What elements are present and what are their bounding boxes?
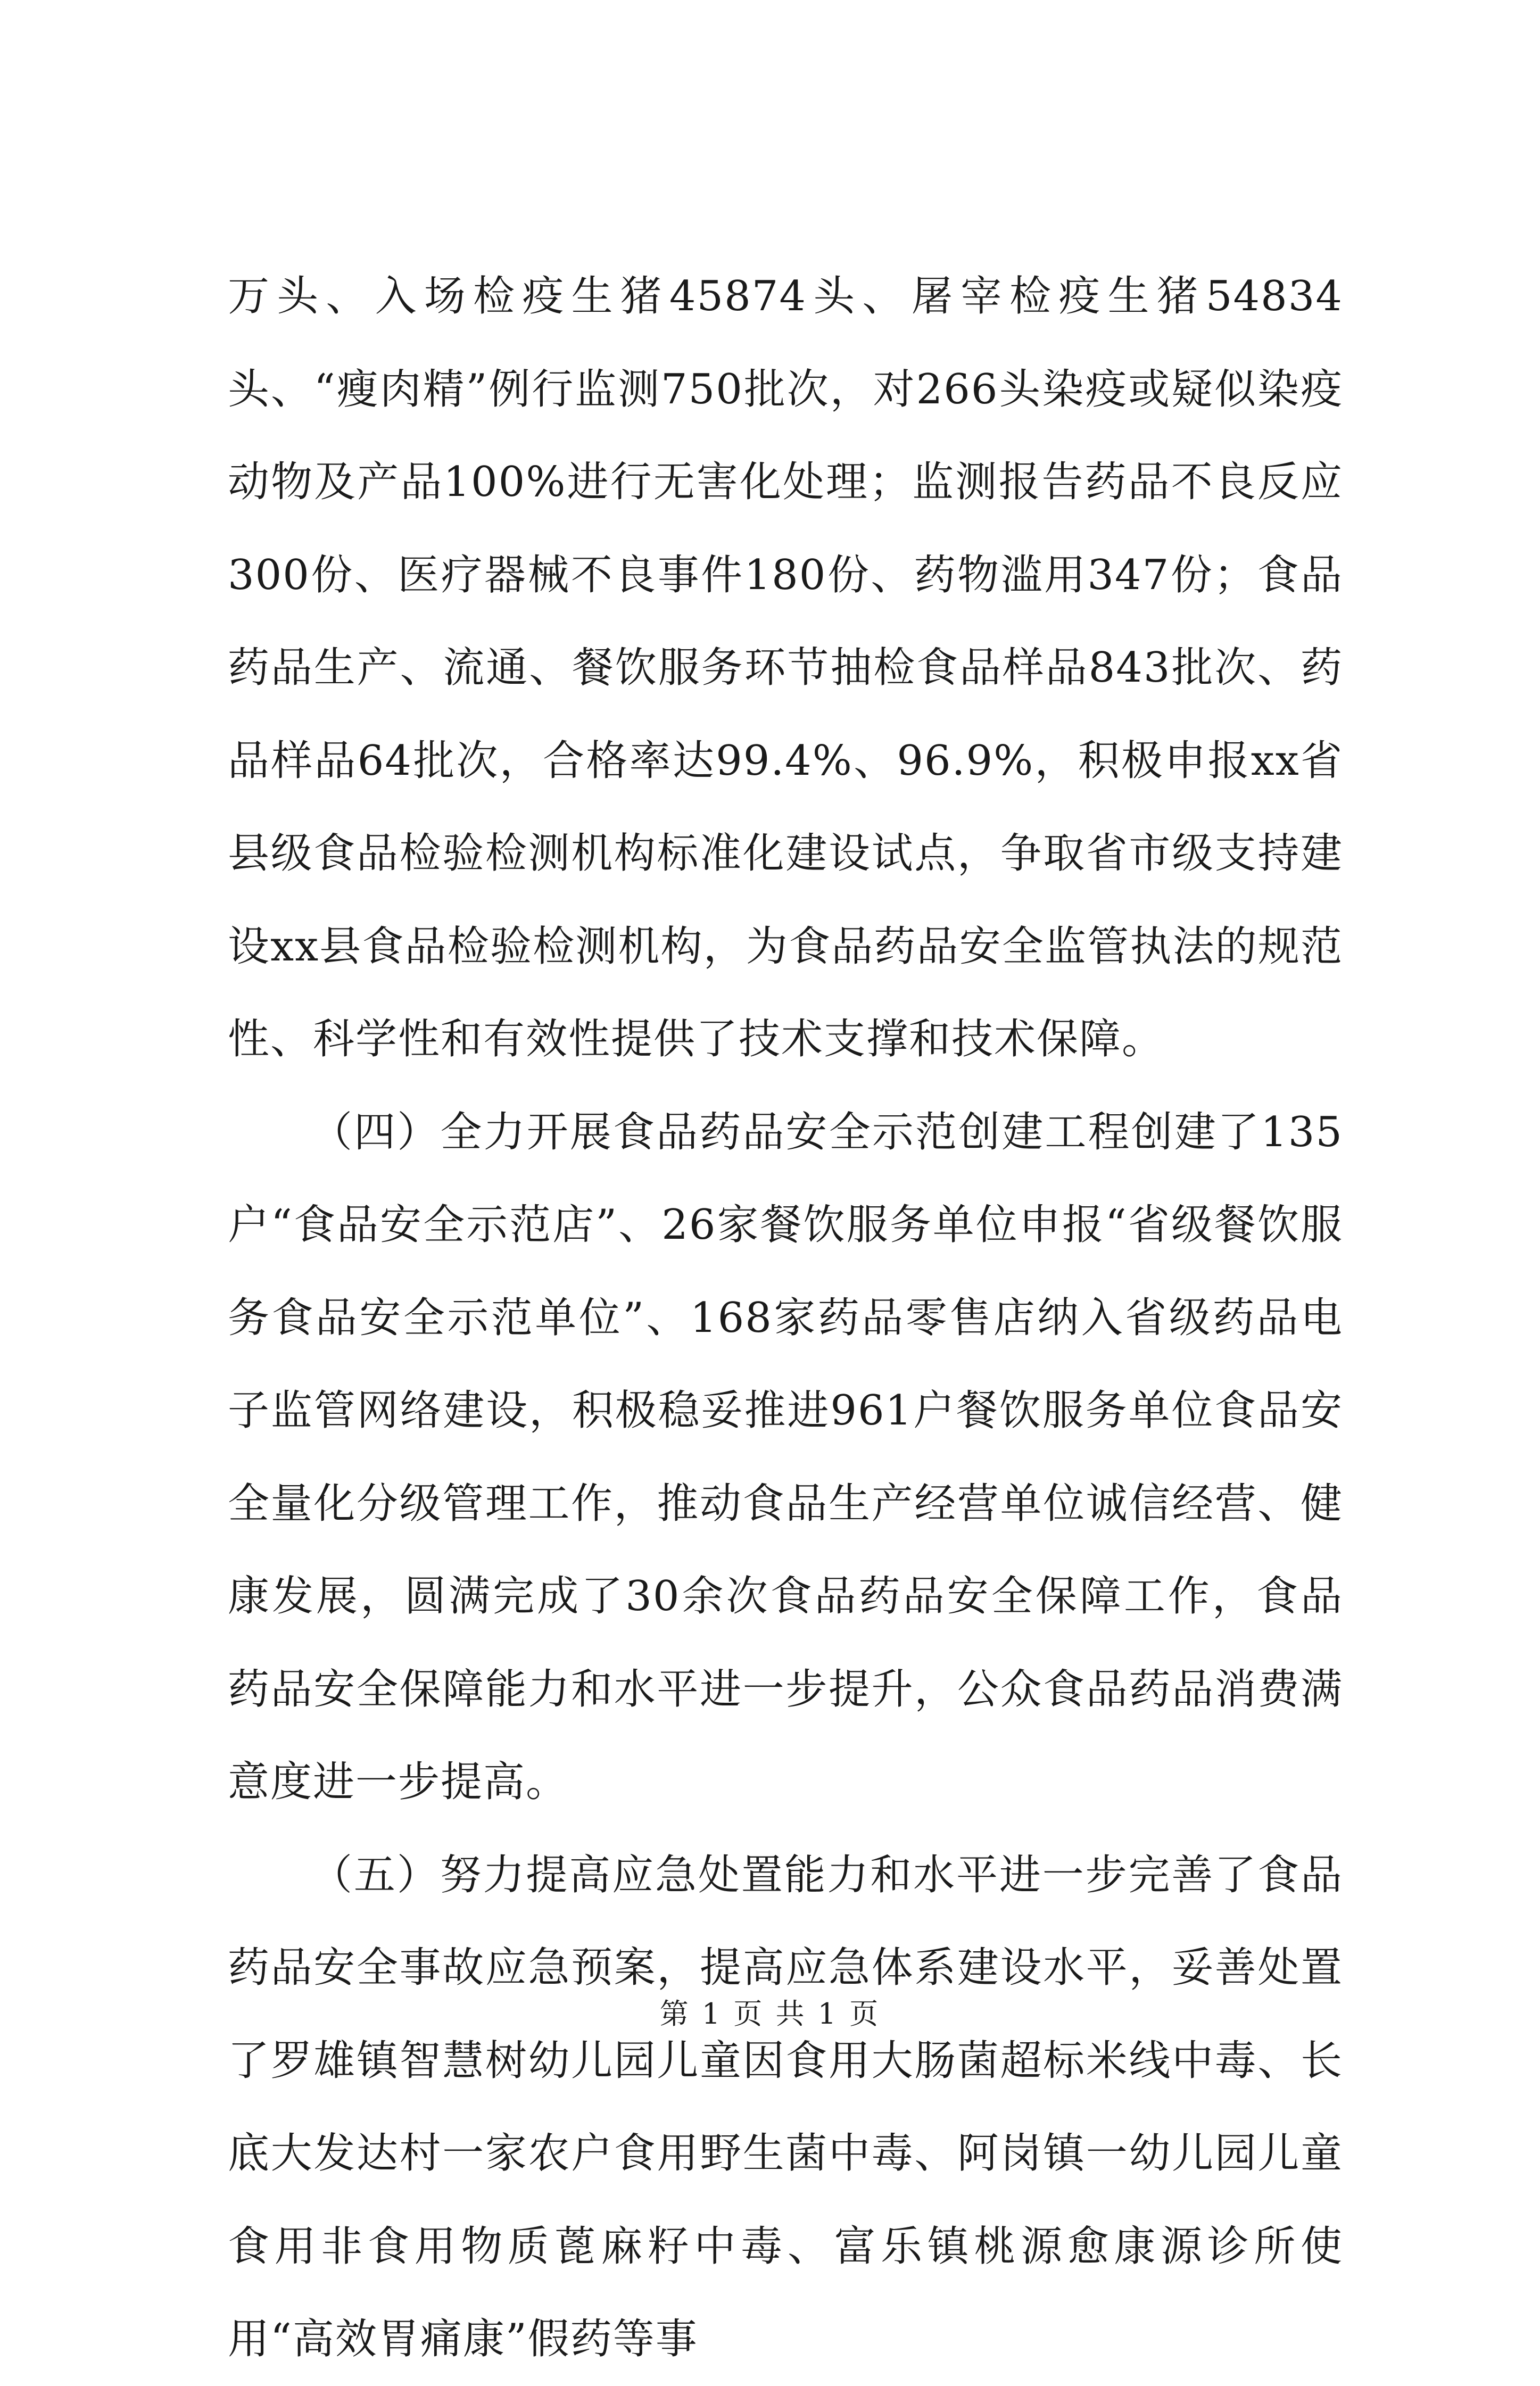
page-footer: 第 1 页 共 1 页 xyxy=(659,1997,881,2031)
paragraph-2: （四）全力开展食品药品安全示范创建工程创建了135户“食品安全示范店”、26家餐饮服务单位申报“省级餐饮服务食品安全示范单位”、168家药品零售店纳入省级药品电子监管网络建设，积极稳妥推进961户餐饮服务单位食品安全量化分级管理工作，推动食品生产经营单位诚信经营、健康发展，圆满完成了30余次食品药品安全保障工作，食品药品安全保障能力和水平进一步提升，公众食品药品消费满意度进一步提高。 xyxy=(228,1108,1343,1806)
document-body xyxy=(228,250,1343,2386)
paragraph-3: （五）努力提高应急处置能力和水平进一步完善了食品药品安全事故应急预案，提高应急体系建设水平，妥善处置了罗雄镇智慧树幼儿园儿童因食用大肠菌超标米线中毒、长底大发达村一家农户食用野生菌中毒、阿岗镇一幼儿园儿童食用非食用物质蓖麻籽中毒、富乐镇桃源愈康源诊所使用“高效胃痛康”假药等事 xyxy=(228,1851,1343,2363)
paragraph-1: 万头、入场检疫生猪45874头、屠宰检疫生猪54834头、“瘦肉精”例行监测750批次，对266头染疫或疑似染疫动物及产品100%进行无害化处理；监测报告药品不良反应300份、医疗器械不良事件180份、药物滥用347份；食品药品生产、流通、餐饮服务环节抽检食品样品843批次、药品样品64批次，合格率达99.4%、96.9%，积极申报xx省县级食品检验检测机构标准化建设试点，争取省市级支持建设xx县食品检验检测机构，为食品药品安全监管执法的规范性、科学性和有效性提供了技术支撑和技术保障。 xyxy=(228,272,1343,1063)
